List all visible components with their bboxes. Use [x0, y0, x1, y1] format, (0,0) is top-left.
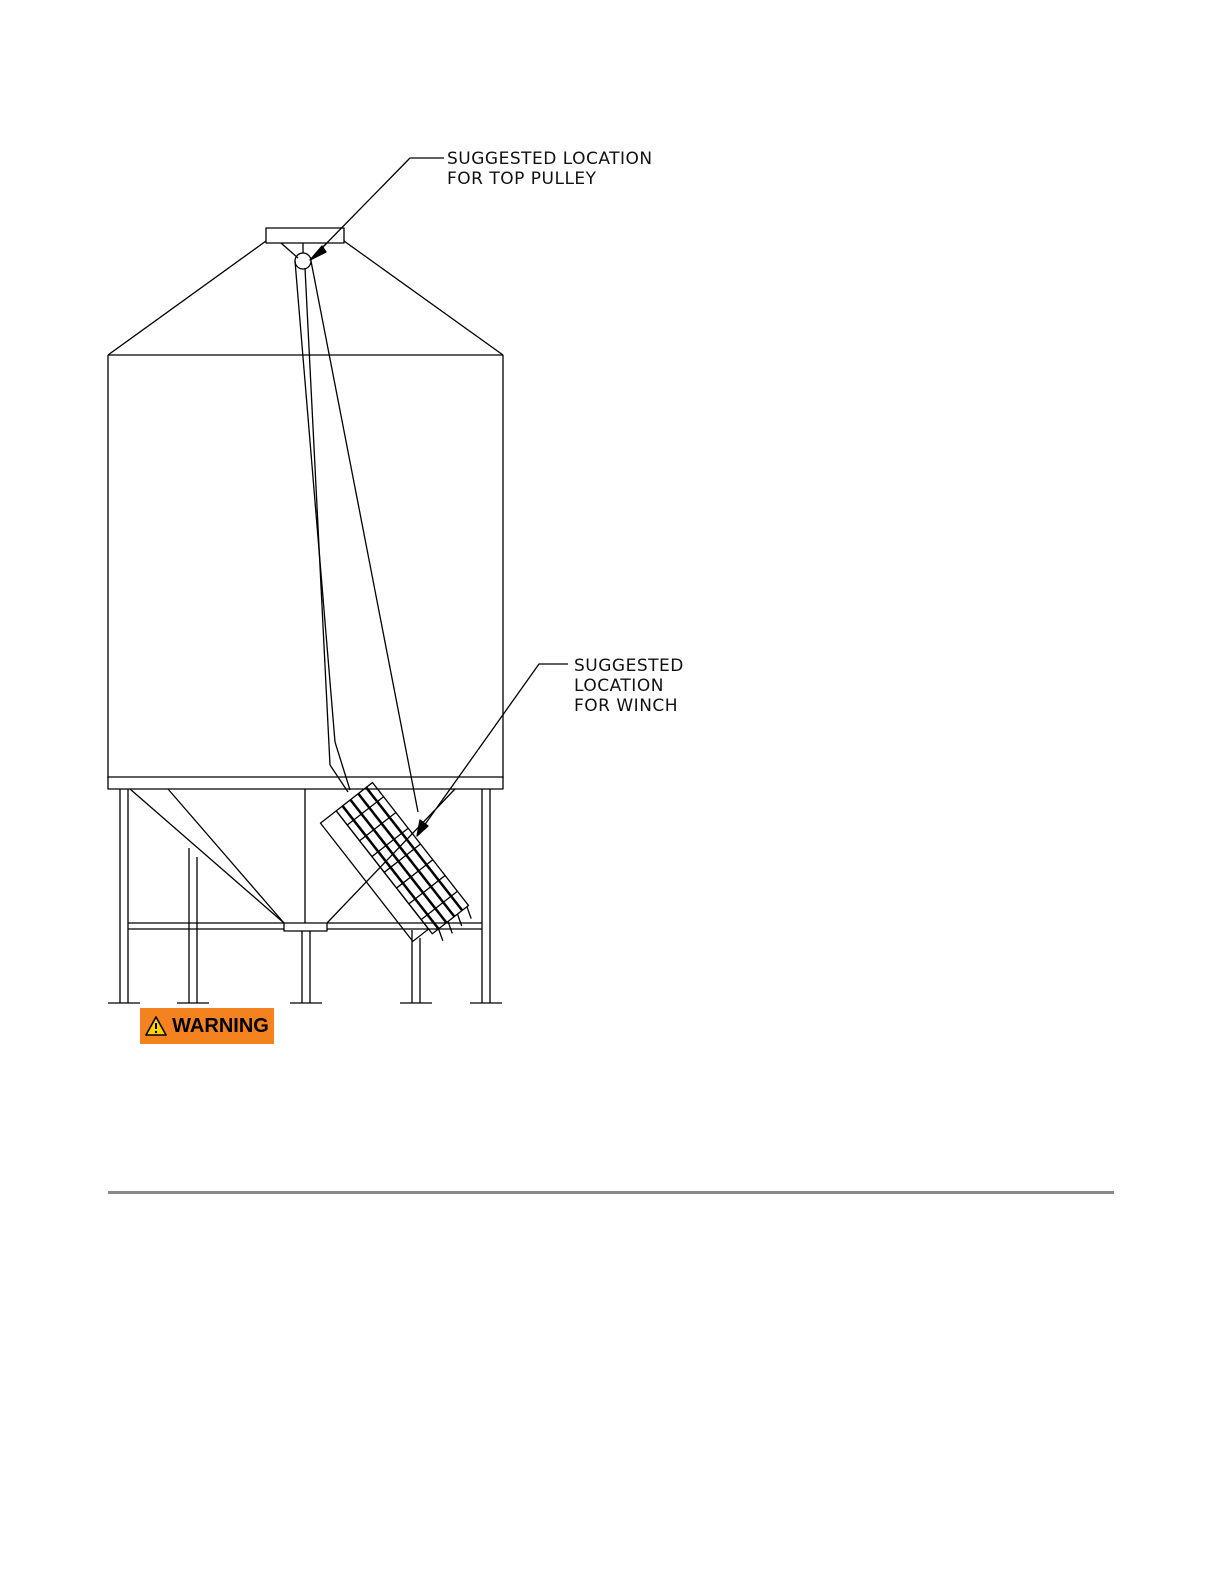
winch-label-line3: FOR WINCH — [574, 696, 679, 716]
winch-label-line2: LOCATION — [574, 676, 664, 696]
warning-label: WARNING — [172, 1014, 269, 1037]
silo-roof — [108, 228, 503, 355]
winch-leader — [417, 664, 568, 836]
warning-badge — [140, 1008, 274, 1044]
top-pulley-label-line2: FOR TOP PULLEY — [447, 169, 597, 189]
warning-triangle-icon — [145, 1016, 167, 1036]
top-pulley-icon — [295, 243, 311, 269]
top-pulley-leader — [310, 158, 444, 260]
winch-label-line1: SUGGESTED — [574, 656, 684, 676]
cable-lines — [295, 261, 418, 812]
section-divider — [108, 1191, 1114, 1194]
silo-body — [108, 355, 503, 789]
top-pulley-label-line1: SUGGESTED LOCATION — [447, 149, 653, 169]
silo-hopper — [130, 789, 455, 931]
